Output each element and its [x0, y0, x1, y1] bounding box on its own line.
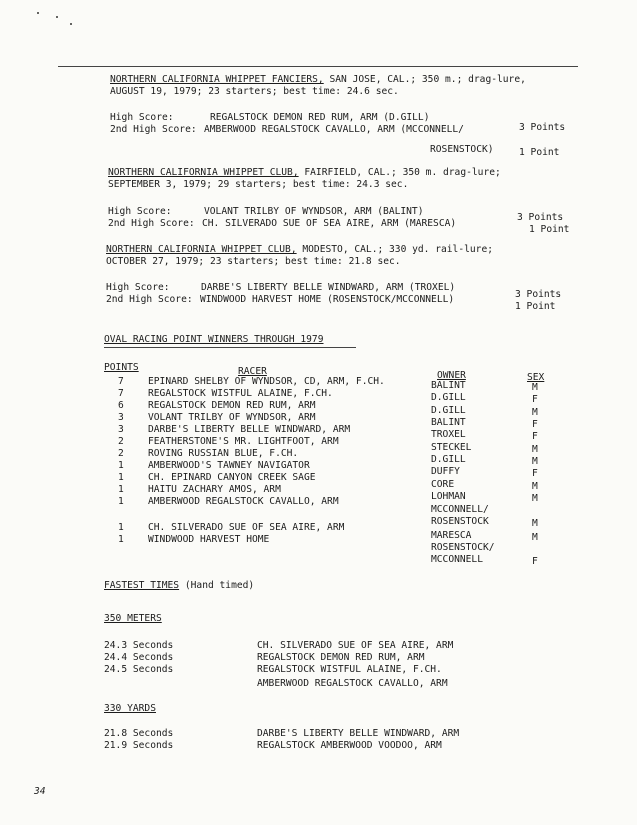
event-date-line: SEPTEMBER 3, 1979; 29 starters; best time: 24.3 sec.: [108, 179, 409, 190]
row-sex: M: [532, 518, 538, 529]
time-value: 24.5 Seconds: [104, 664, 174, 675]
row-sex: M: [532, 456, 538, 467]
row-owner: BALINT: [431, 417, 466, 428]
row-owner-cont: ROSENSTOCK: [431, 516, 489, 527]
row-points: 1: [118, 484, 124, 495]
paper-speck: [70, 23, 72, 25]
winners-title: OVAL RACING POINT WINNERS THROUGH 1979: [104, 334, 324, 345]
row-sex: F: [532, 394, 538, 405]
event-date-line: OCTOBER 27, 1979; 23 starters; best time: 21.8 sec.: [106, 256, 401, 267]
col-header-racer: RACER: [238, 366, 267, 377]
high-score-label: High Score:: [108, 206, 172, 217]
high-score-entry: REGALSTOCK DEMON RED RUM, ARM (D.GILL): [210, 112, 430, 123]
row-racer: REGALSTOCK DEMON RED RUM, ARM: [148, 400, 316, 411]
row-racer: HAITU ZACHARY AMOS, ARM: [148, 484, 281, 495]
page-number: 34: [34, 786, 46, 797]
row-owner: BALINT: [431, 380, 466, 391]
row-sex: F: [532, 556, 538, 567]
fastest-title-line: [104, 580, 254, 592]
event-heading-line: [110, 74, 526, 86]
second-score-points: 1 Point: [529, 224, 570, 235]
second-score-entry: AMBERWOOD REGALSTOCK CAVALLO, ARM (MCCONNELL/: [204, 124, 464, 135]
second-score-entry: CH. SILVERADO SUE OF SEA AIRE, ARM (MARESCA): [202, 218, 457, 229]
row-owner: D.GILL: [431, 454, 466, 465]
winners-title-rule: [104, 347, 356, 348]
row-sex: F: [532, 419, 538, 430]
col-header-points: POINTS: [104, 362, 139, 373]
time-value: 21.9 Seconds: [104, 740, 174, 751]
row-owner: ROSENSTOCK/: [431, 542, 495, 553]
row-racer: FEATHERSTONE'S MR. LIGHTFOOT, ARM: [148, 436, 339, 447]
high-score-points: 3 Points: [519, 122, 566, 133]
row-points: 1: [118, 496, 124, 507]
row-owner: MARESCA: [431, 530, 472, 541]
paper-speck: [37, 12, 39, 14]
row-racer: VOLANT TRILBY OF WYNDSOR, ARM: [148, 412, 316, 423]
row-owner: D.GILL: [431, 405, 466, 416]
row-racer: EPINARD SHELBY OF WYNDSOR, CD, ARM, F.CH.: [148, 376, 385, 387]
paper-speck: [56, 16, 58, 18]
high-score-label: High Score:: [106, 282, 170, 293]
row-owner: MCCONNELL/: [431, 504, 489, 515]
row-points: 1: [118, 534, 124, 545]
row-racer: AMBERWOOD REGALSTOCK CAVALLO, ARM: [148, 496, 339, 507]
row-sex: M: [532, 481, 538, 492]
high-score-label: High Score:: [110, 112, 174, 123]
time-dog: DARBE'S LIBERTY BELLE WINDWARD, ARM: [257, 728, 460, 739]
col-header-sex: SEX: [527, 372, 545, 383]
time-value: 24.4 Seconds: [104, 652, 174, 663]
row-owner: TROXEL: [431, 429, 466, 440]
time-value: 21.8 Seconds: [104, 728, 174, 739]
row-racer: REGALSTOCK WISTFUL ALAINE, F.CH.: [148, 388, 333, 399]
time-dog: AMBERWOOD REGALSTOCK CAVALLO, ARM: [257, 678, 448, 689]
row-sex: M: [532, 493, 538, 504]
second-score-entry: WINDWOOD HARVEST HOME (ROSENSTOCK/MCCONNELL): [200, 294, 455, 305]
time-dog: CH. SILVERADO SUE OF SEA AIRE, ARM: [257, 640, 454, 651]
time-dog: REGALSTOCK WISTFUL ALAINE, F.CH.: [257, 664, 442, 675]
row-owner: CORE: [431, 479, 455, 490]
row-points: 3: [118, 424, 124, 435]
group-heading-350-meters: 350 METERS: [104, 613, 162, 624]
high-score-entry: DARBE'S LIBERTY BELLE WINDWARD, ARM (TROXEL): [201, 282, 456, 293]
row-points: 2: [118, 448, 124, 459]
row-points: 3: [118, 412, 124, 423]
row-racer: WINDWOOD HARVEST HOME: [148, 534, 270, 545]
time-value: 24.3 Seconds: [104, 640, 174, 651]
row-owner-cont: MCCONNELL: [431, 554, 483, 565]
row-owner: D.GILL: [431, 392, 466, 403]
row-sex: M: [532, 444, 538, 455]
row-points: 2: [118, 436, 124, 447]
second-score-label: 2nd High Score:: [108, 218, 195, 229]
club-name: NORTHERN CALIFORNIA WHIPPET CLUB,: [106, 244, 297, 255]
row-racer: ROVING RUSSIAN BLUE, F.CH.: [148, 448, 299, 459]
second-score-points: 1 Point: [515, 301, 556, 312]
row-sex: M: [532, 407, 538, 418]
row-points: 6: [118, 400, 124, 411]
row-points: 1: [118, 522, 124, 533]
time-dog: REGALSTOCK DEMON RED RUM, ARM: [257, 652, 425, 663]
row-sex: M: [532, 532, 538, 543]
second-score-entry-cont: ROSENSTOCK): [430, 144, 494, 155]
event-heading-line: [108, 167, 501, 179]
high-score-entry: VOLANT TRILBY OF WYNDSOR, ARM (BALINT): [204, 206, 424, 217]
second-score-points: 1 Point: [519, 147, 560, 158]
row-owner: DUFFY: [431, 466, 460, 477]
row-racer: DARBE'S LIBERTY BELLE WINDWARD, ARM: [148, 424, 351, 435]
row-points: 7: [118, 376, 124, 387]
event-details: SAN JOSE, CAL.; 350 m.; drag-lure,: [323, 74, 526, 85]
row-racer: CH. EPINARD CANYON CREEK SAGE: [148, 472, 316, 483]
row-racer: AMBERWOOD'S TAWNEY NAVIGATOR: [148, 460, 310, 471]
row-sex: F: [532, 431, 538, 442]
high-score-points: 3 Points: [517, 212, 564, 223]
row-points: 1: [118, 472, 124, 483]
second-score-label: 2nd High Score:: [106, 294, 193, 305]
fastest-title: FASTEST TIMES: [104, 580, 180, 591]
event-details: FAIRFIELD, CAL.; 350 m. drag-lure;: [298, 167, 501, 178]
row-sex: F: [532, 468, 538, 479]
top-rule: [58, 66, 578, 67]
group-heading-330-yards: 330 YARDS: [104, 703, 156, 714]
event-details: MODESTO, CAL.; 330 yd. rail-lure;: [296, 244, 493, 255]
fastest-subtitle: (Hand timed): [179, 580, 255, 591]
event-heading-line: [106, 244, 493, 256]
row-racer: CH. SILVERADO SUE OF SEA AIRE, ARM: [148, 522, 345, 533]
second-score-label: 2nd High Score:: [110, 124, 197, 135]
club-name: NORTHERN CALIFORNIA WHIPPET FANCIERS,: [110, 74, 324, 85]
row-owner: LOHMAN: [431, 491, 466, 502]
row-points: 1: [118, 460, 124, 471]
time-dog: REGALSTOCK AMBERWOOD VOODOO, ARM: [257, 740, 442, 751]
col-header-owner: OWNER: [437, 370, 466, 381]
row-points: 7: [118, 388, 124, 399]
row-sex: M: [532, 382, 538, 393]
row-owner: STECKEL: [431, 442, 472, 453]
high-score-points: 3 Points: [515, 289, 562, 300]
club-name: NORTHERN CALIFORNIA WHIPPET CLUB,: [108, 167, 299, 178]
event-date-line: AUGUST 19, 1979; 23 starters; best time: 24.6 sec.: [110, 86, 399, 97]
